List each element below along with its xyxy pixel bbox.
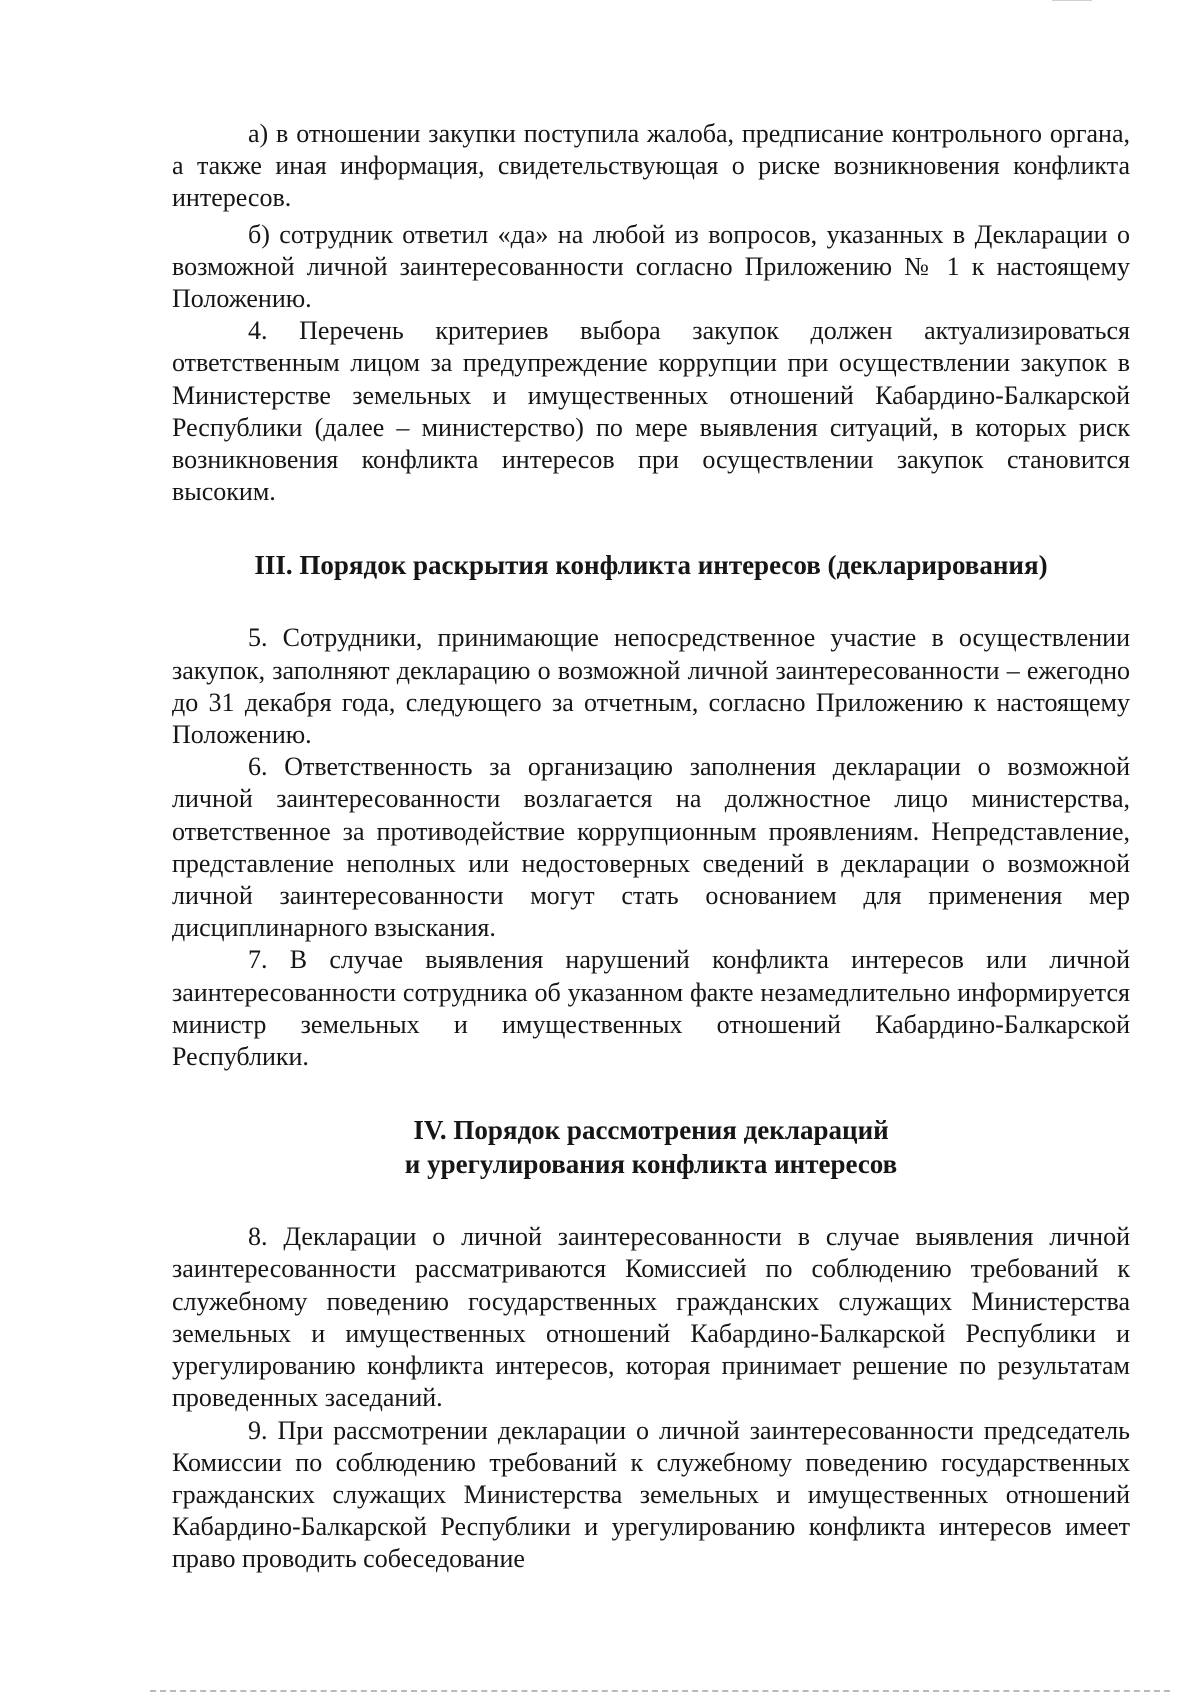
section-4-heading-line-1: IV. Порядок рассмотрения деклараций	[413, 1115, 889, 1146]
paragraph-item-6: 6. Ответственность за организацию заполнения декларации о возможной личной заинтересованности возлагается на должностное лицо министерства, ответственное за противодействие коррупционным проявлениям. Непредставление, представление неполных или недостоверных сведений в декларации о возможной личной заинтересованности могут стать основанием для применения мер дисциплинарного взыскания.	[172, 752, 1130, 943]
paragraph-item-7: 7. В случае выявления нарушений конфликта интересов или личной заинтересованности сотрудника об указанном факте незамедлительно информируется министр земельных и имущественных отношений Кабардино-Балкарской Республики.	[172, 945, 1130, 1072]
section-3-heading: III. Порядок раскрытия конфликта интересов (декларирования)	[254, 550, 1048, 581]
document-body	[172, 118, 1130, 1576]
paragraph-item-a: а) в отношении закупки поступила жалоба, предписание контрольного органа, а также иная информация, свидетельствующая о риске возникновения конфликта интересов.	[172, 119, 1130, 213]
paragraph-item-b: б) сотрудник ответил «да» на любой из вопросов, указанных в Декларации о возможной личной заинтересованности согласно Приложению № 1 к настоящему Положению.	[172, 219, 1130, 314]
section-4-heading	[172, 1113, 1130, 1181]
paragraph-item-8: 8. Декларации о личной заинтересованности в случае выявления личной заинтересованности рассматриваются Комиссией по соблюдению требований к служебному поведению государственных гражданских служащих Министерства земельных и имущественных отношений Кабардино-Балкарской Республики и урегулированию конфликта интересов, которая принимает решение по результатам проведенных заседаний.	[172, 1222, 1130, 1413]
scan-artifact-bottom-edge	[150, 1690, 1170, 1692]
section-4-heading-line-2: и урегулирования конфликта интересов	[404, 1149, 898, 1180]
paragraph-item-9: 9. При рассмотрении декларации о личной заинтересованности председатель Комиссии по соблюдению требований к служебному поведению государственных гражданских служащих Министерства земельных и имущественных отношений Кабардино-Балкарской Республики и урегулированию конфликта интересов имеет право проводить собеседование	[172, 1415, 1130, 1574]
paragraph-item-4: 4. Перечень критериев выбора закупок должен актуализироваться ответственным лицом за предупреждение коррупции при осуществлении закупок в Министерстве земельных и имущественных отношений Кабардино-Балкарской Республики (далее – министерство) по мере выявления ситуаций, в которых риск возникновения конфликта интересов при осуществлении закупок становится высоким.	[172, 316, 1130, 507]
paragraph-item-5: 5. Сотрудники, принимающие непосредственное участие в осуществлении закупок, заполняют декларацию о возможной личной заинтересованности – ежегодно до 31 декабря года, следующего за отчетным, согласно Приложению к настоящему Положению.	[172, 623, 1130, 750]
scan-artifact-top	[1052, 0, 1092, 1]
